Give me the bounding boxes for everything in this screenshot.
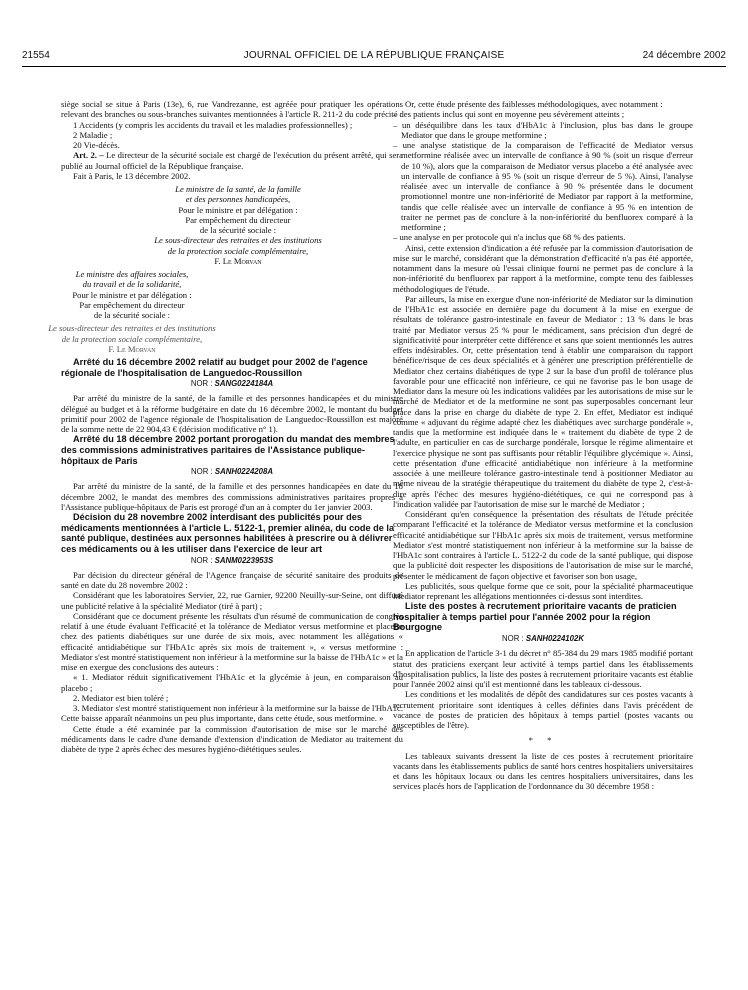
nor-code: SANH0224102K xyxy=(525,634,584,644)
paragraph: siège social se situe à Paris (13e), 6, rue Vandrezanne, est agréée pour pratiquer les opérations relevant des branches ou sous-branches suivantes mentionnées à l'article R. 211-2 du code précité : xyxy=(61,99,403,120)
paragraph: Par ailleurs, la mise en exergue d'une non-infériorité de Mediator sur la diminution de l'HbA1c est associée en dernière page du document à la mise en exergue de résultats de tolérance gastro-intestinale en faveur de Mediator : 13 % dans le bras traité par Mediator versus 25 % pour le médicament, sans précision d'un degré de significativité pour interpréter cette différence et sans que soient mentionnés les autres effets indésirables. Or, cette présentation tend à établir une comparaison du rapport bénéfice/risque de ces deux spécialités et à générer une prescription préférentielle de Mediator chez certains diabétiques de type 2 sur la base d'un profil de tolérance plus favorable pour une efficacité non inférieure, ce qui ne favorise pas le bon usage de Mediator dans la mesure où les indications validées par les autorisations de mise sur le marché de Mediator et de la metformine ne sont pas superposables concernant leur place dans la prise en charge du diabète de type 2. En effet, Mediator est indiqué comme « adjuvant du régime adapté chez les diabétiques avec surcharge pondérale », tandis que la metformine est indiquée dans le « traitement du diabète de type 2 de l'adulte, en particulier en cas de surcharge pondérale, lorsque le régime alimentaire et l'exercice physique ne sont pas suffisants pour rétablir l'équilibre glycémique ». Ainsi, cette présentation d'une efficacité antidiabétique non inférieure à la metformine associée à une meilleure tolérance gastro-intestinale tend à positionner Mediator au même niveau de la stratégie thérapeutique du traitement du diabète de type 2, c'est-à-dire après l'échec des mesures hygiéno-diététiques, ce qui ne correspond pas à l'indication validée par l'autorisation de mise sur le marché de Mediator ; xyxy=(393,293,693,509)
signature-line: Par empêchement du directeur xyxy=(79,299,185,310)
nor-code: SANG0224184A xyxy=(214,379,274,389)
decree-title: Arrêté du 16 décembre 2002 relatif au budget pour 2002 de l'agence régionale de l'hospitalisation de Languedoc-Roussillon xyxy=(61,357,368,378)
article-label: Art. 2. – xyxy=(73,150,104,161)
journal-title: JOURNAL OFFICIEL DE LA RÉPUBLIQUE FRANÇAISE xyxy=(243,50,505,61)
nor-reference xyxy=(393,634,693,644)
paragraph: Considérant que ce document présente les résultats d'un résumé de communication de congrès relatif à une étude évaluant l'efficacité et la tolérance de Mediator versus metformine et placebo chez des patients diabétiques sur une durée de six mois, avec notamment les allégations « efficacité antidiabétique sur l'HbA1c après six mois de traitement », « versus metformine : Mediator s'est montré statistiquement non inférieur à la metformine sur la baisse de l'HbA1c » et la mise en exergue des conclusions des auteurs : xyxy=(61,610,403,673)
nor-reference xyxy=(61,556,403,566)
signature-line: Pour le ministre et par délégation : xyxy=(178,204,298,215)
paragraph: Les publicités, sous quelque forme que ce soit, pour la spécialité pharmaceutique Mediator reprenant les allégations mentionnées ci-dessus sont interdites. xyxy=(393,580,693,601)
list-item: – des patients inclus qui sont en moyenne peu sévèrement atteints ; xyxy=(393,109,625,120)
signature-line: Le sous-directeur des retraites et des institutions xyxy=(154,235,322,246)
signature-block-1 xyxy=(61,184,403,266)
article-text: Le directeur de la sécurité sociale est chargé de l'exécution du présent arrêté, qui sera publié au Journal officiel de la République française. xyxy=(61,150,403,171)
signature-line: du travail et de la solidarité, xyxy=(82,279,182,290)
signature-line: et des personnes handicapées, xyxy=(185,194,291,205)
signature-line: de la sécurité sociale : xyxy=(199,225,277,235)
paragraph: Cette étude a été examinée par la commission d'autorisation de mise sur le marché des médicaments dans le cadre d'une demande d'extension d'indication de Mediator au traitement du diabète de type 2 après échec des mesures hygiéno-diététiques seules. xyxy=(61,723,403,755)
list-item: 2 Maladie ; xyxy=(73,129,113,140)
page-header xyxy=(22,50,726,67)
list-item: – une analyse statistique de la comparaison de l'efficacité de Mediator versus metformine réalisée avec un intervalle de confiance à 90 % (soit un risque d'erreur de 10 %), alors que la comparaison de Mediator versus placebo a été analysée avec un intervalle de confiance à 95 % (soit un risque d'erreur de 5 %). Ainsi, l'analyse réalisée avec un intervalle de confiance à 90 % présentée dans le document promotionnel montre une non-infériorité de Mediator par rapport à la metformine, tandis que celle réalisée avec un intervalle de confiance à 95 % en intention de traiter ne permet pas de conclure à la non-infériorité du benfluorex comparé à la metformine ; xyxy=(393,140,693,232)
paragraph: Ainsi, cette extension d'indication a été refusée par la commission d'autorisation de mise sur le marché, considérant que la démonstration d'efficacité n'a pas été apportée, notamment dans la mesure où l'essai clinique fourni ne permet pas de conclure à la non-infériorité du benfluorex par rapport à la metformine, compte tenu des faiblesses méthodologiques de l'étude. xyxy=(393,242,693,294)
decree-title: Arrêté du 18 décembre 2002 portant prorogation du mandat des membres des commissions administratives paritaires de l'Assistance publique-hôpitaux de Paris xyxy=(61,434,395,466)
paragraph: Les tableaux suivants dressent la liste de ces postes à recrutement prioritaire vacants dans les établissements publics de santé hors centres hospitaliers universitaires et dans les hôpitaux locaux ou dans les centres hospitaliers universitaires, dans les services placés hors de l'application de l'ordonnance du 30 décembre 1958 : xyxy=(393,750,693,792)
decree-title: Liste des postes à recrutement prioritaire vacants de praticien hospitalier à temps partiel pour l'année 2002 pour la région Bourgogne xyxy=(393,601,677,633)
section-separator: * * xyxy=(528,735,558,746)
left-column xyxy=(48,99,403,755)
list-item: – une analyse en per protocole qui n'a inclus que 68 % des patients. xyxy=(393,232,626,243)
signature-block-3 xyxy=(0,323,261,354)
nor-label: NOR : xyxy=(191,467,215,477)
nor-reference xyxy=(61,467,403,477)
signatory-name: F. Le Morvan xyxy=(214,255,262,266)
article-2 xyxy=(61,150,403,171)
paragraph: Considérant que les laboratoires Servier, 22, rue Garnier, 92200 Neuilly-sur-Seine, ont diffusé une publicité relative à la spécialité Mediator (tiré à part) ; xyxy=(61,590,403,611)
signature-line: Le ministre de la santé, de la famille xyxy=(175,184,301,194)
signature-line: de la protection sociale complémentaire, xyxy=(167,245,309,256)
list-item: 20 Vie-décès. xyxy=(73,140,120,150)
nor-code: SANM0223953S xyxy=(214,555,274,565)
paragraph: Par arrêté du ministre de la santé, de la famille et des personnes handicapées et du ministre délégué au budget et à la réforme budgétaire en date du 16 décembre 2002, le montant du budget primitif pour 2002 de l'agence régionale de l'hospitalisation de Languedoc-Roussillon est majoré de la somme nette de 22 904,43 € (décision modificative n° 1). xyxy=(61,393,403,435)
quote-item: 2. Mediator est bien toléré ; xyxy=(73,692,169,703)
paragraph: Par décision du directeur général de l'Agence française de sécurité sanitaire des produits de santé en date du 28 novembre 2002 : xyxy=(61,569,403,591)
issue-date: 24 décembre 2002 xyxy=(642,50,726,61)
paragraph: En application de l'article 3-1 du décret n° 85-384 du 29 mars 1985 modifié portant statut des praticiens exerçant leur activité à temps partiel dans les établissements d'hospitalisation publics, la liste des postes à recrutement prioritaire vacants est établie pour l'année 2002 ainsi qu'il est mentionné dans les tableaux ci-dessous. xyxy=(393,648,693,690)
nor-code: SANH0224208A xyxy=(214,467,273,477)
paragraph: Les conditions et les modalités de dépôt des candidatures sur ces postes vacants à recrutement prioritaire sont identiques à celles définies dans l'avis précédent de vacance de postes de praticien des hôpitaux à temps partiel (postes vacants ou susceptibles de l'être). xyxy=(393,689,693,731)
signature-line: de la protection sociale complémentaire, xyxy=(61,333,203,344)
paragraph: Or, cette étude présente des faiblesses méthodologiques, avec notamment : xyxy=(405,99,663,109)
nor-label: NOR : xyxy=(190,555,215,565)
fait-line: Fait à Paris, le 13 décembre 2002. xyxy=(73,170,191,181)
quote-item: « 1. Mediator réduit significativement l'HbA1c et la glycémie à jeun, en comparaison au placebo ; xyxy=(61,672,403,693)
signatory-name: F. Le Morvan xyxy=(108,343,156,354)
list-item: 1 Accidents (y compris les accidents du travail et les maladies professionnelles) ; xyxy=(73,119,353,130)
nor-label: NOR : xyxy=(502,634,526,644)
paragraph: Par arrêté du ministre de la santé, de la famille et des personnes handicapées en date du 18 décembre 2002, le mandat des membres des commissions administratives paritaires propres à l'Assistance publique-hôpitaux de Paris est prorogé d'un an à compter du 1er janvier 2003. xyxy=(61,481,403,512)
signature-line: de la sécurité sociale : xyxy=(93,310,171,320)
signature-line: Pour le ministre et par délégation : xyxy=(72,289,192,300)
nor-reference xyxy=(61,379,403,389)
right-column xyxy=(393,99,693,792)
signature-block-2 xyxy=(0,269,261,320)
paragraph: Considérant qu'en conséquence la présentation des résultats de l'étude précitée comparant l'efficacité et la tolérance de Mediator versus metformine et la conclusion efficacité antidiabétique sur l'HbA1c après six mois de traitement, versus metformine Mediator s'est montré statistiquement non inférieur à la metformine sur la baisse de l'HbA1c sont contraires à l'article L. 5122-2 du code de la santé publique, qui dispose que la publicité doit respecter les dispositions de l'autorisation de mise sur le marché, présenter le médicament de façon objective et favoriser son bon usage, xyxy=(393,509,693,581)
signature-line: Le ministre des affaires sociales, xyxy=(75,269,189,279)
signature-line: Par empêchement du directeur xyxy=(185,214,291,225)
signature-line: Le sous-directeur des retraites et des institutions xyxy=(48,323,216,334)
list-item: – un déséquilibre dans les taux d'HbA1c à l'inclusion, plus bas dans le groupe Mediator que dans le groupe metformine ; xyxy=(393,119,693,140)
quote-item: 3. Mediator s'est montré statistiquement non inférieur à la metformine sur la baisse de l'HbA1c. Cette baisse apparaît néanmoins un peu plus importante, dans cette étude, sous metformine. » xyxy=(61,703,403,724)
nor-label: NOR : xyxy=(190,379,215,389)
page-number: 21554 xyxy=(22,50,50,61)
decree-title: Décision du 28 novembre 2002 interdisant des publicités pour des médicaments mentionnées à l'article L. 5122-1, premier alinéa, du code de la santé publique, destinées aux personnes habilitées à prescrire ou à délivrer ces médicaments ou à les utiliser dans l'exercice de leur art xyxy=(61,512,395,554)
